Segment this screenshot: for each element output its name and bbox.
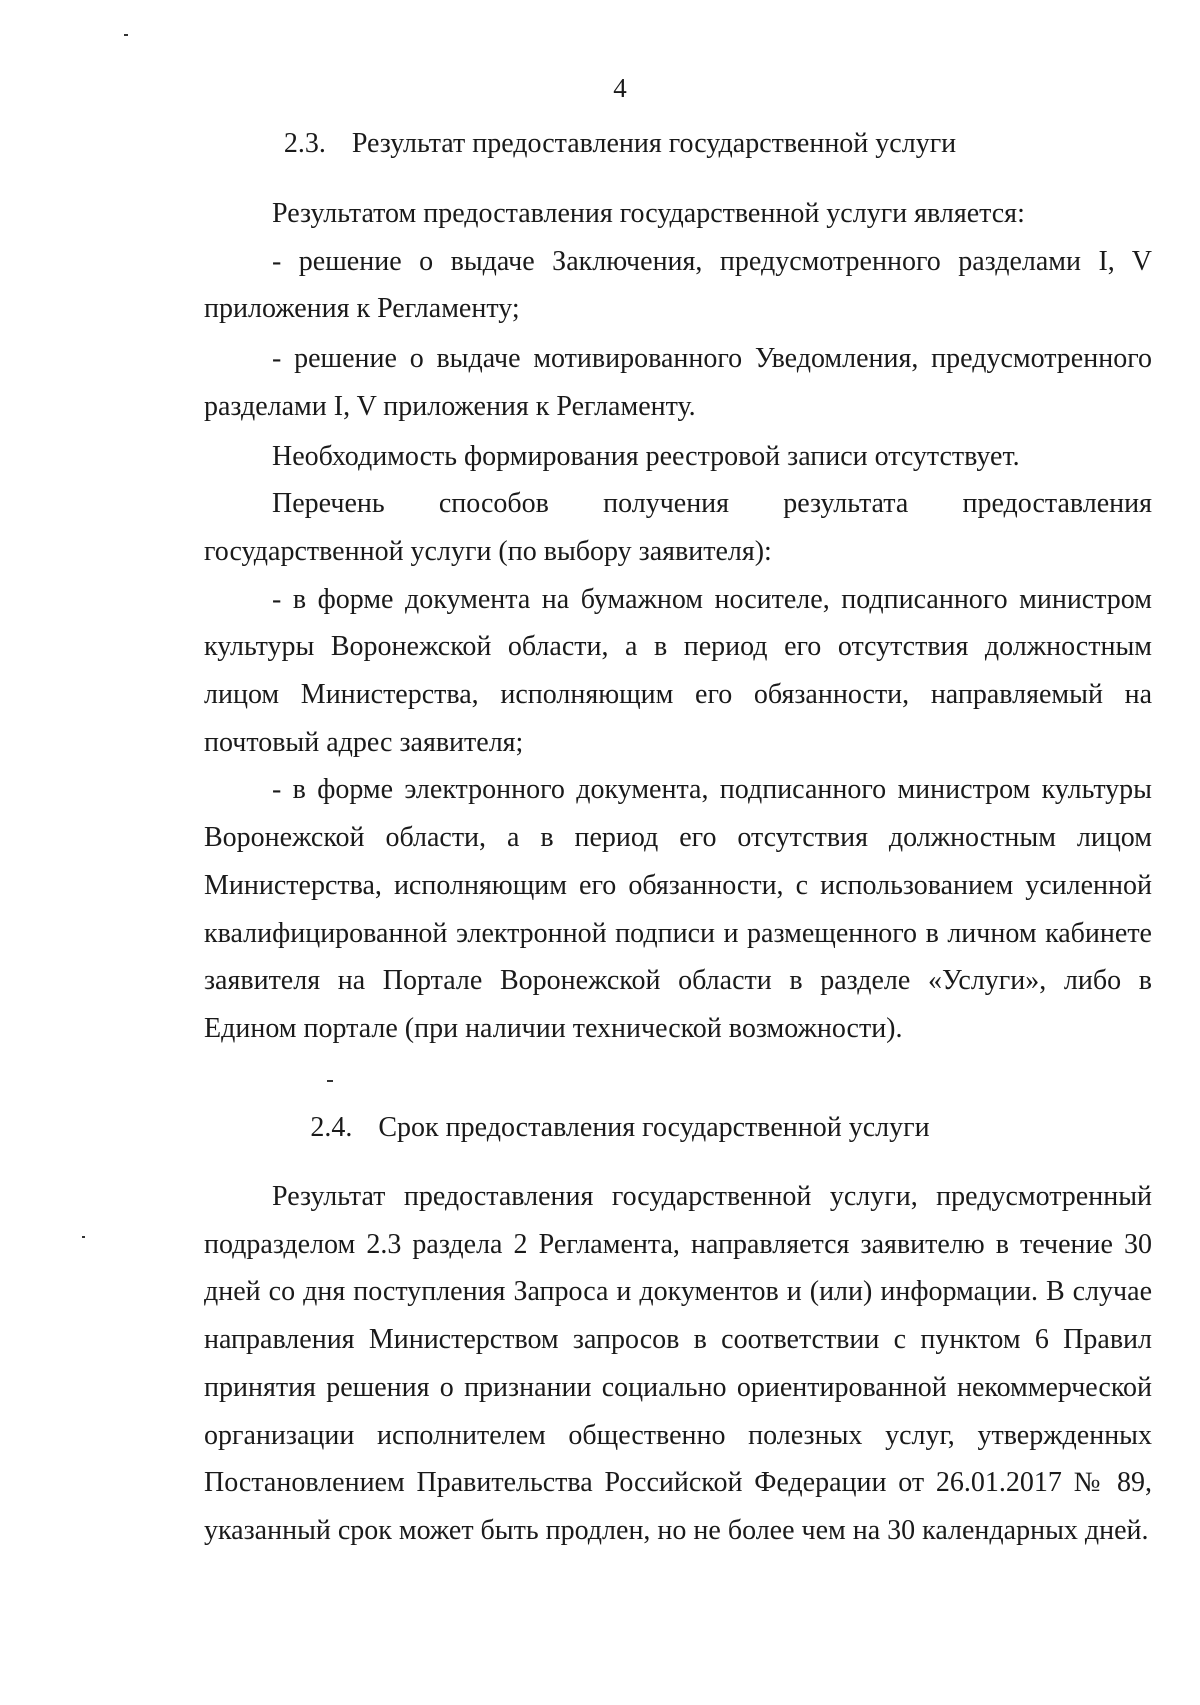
section-2-3-body <box>204 190 1152 1053</box>
list-item: - в форме электронного документа, подписанного министром культуры Воронежской области, а в период его отсутствия должностным лицом Министерства, исполняющим его обязанности, с использованием усиленной квалифицированной электронной подписи и размещенного в личном кабинете заявителя на Портале Воронежской области в разделе «Услуги», либо в Едином портале (при наличии технической возможности). <box>204 774 1152 1044</box>
section-2-3-heading <box>0 127 1200 161</box>
section-2-4-title: Срок предоставления государственной услуги <box>378 1112 930 1143</box>
scan-speck <box>82 1236 85 1238</box>
scan-speck <box>124 34 128 36</box>
scan-speck <box>327 1080 333 1082</box>
section-2-3-title: Результат предоставления государственной услуги <box>351 128 957 159</box>
section-2-4-heading <box>0 1111 1200 1145</box>
section-2-4-body <box>204 1173 1152 1555</box>
paragraph: Необходимость формирования реестровой записи отсутствует. <box>272 440 1020 472</box>
list-item: - в форме документа на бумажном носителе, подписанного министром культуры Воронежской области, а в период его отсутствия должностным лицом Министерства, исполняющим его обязанности, направляемый на почтовый адрес заявителя; <box>204 583 1152 758</box>
list-item: - решение о выдаче Заключения, предусмотренного разделами I, V приложения к Регламенту; <box>204 245 1152 325</box>
paragraph: Результат предоставления государственной услуги, предусмотренный подразделом 2.3 раздела 2 Регламента, направляется заявителю в течение 30 дней со дня поступления Запроса и документов и (или) информации. В случае направления Министерством запросов в соответствии с пунктом 6 Правил принятия решения о признании социально ориентированной некоммерческой организации исполнителем общественно полезных услуг, утвержденных Постановлением Правительства Российской Федерации от 26.01.2017 № 89, указанный срок может быть продлен, но не более чем на 30 календарных дней. <box>204 1181 1152 1546</box>
section-2-3-number: 2.3. <box>283 128 326 159</box>
list-item: - решение о выдаче мотивированного Уведомления, предусмотренного разделами I, V приложения к Регламенту. <box>204 343 1152 422</box>
paragraph: Перечень способов получения результата предоставления государственной услуги (по выбору заявителя): <box>204 488 1152 567</box>
paragraph: Результатом предоставления государственной услуги является: <box>272 198 1025 229</box>
page-number: 4 <box>613 73 627 103</box>
section-2-4-number: 2.4. <box>310 1112 353 1143</box>
